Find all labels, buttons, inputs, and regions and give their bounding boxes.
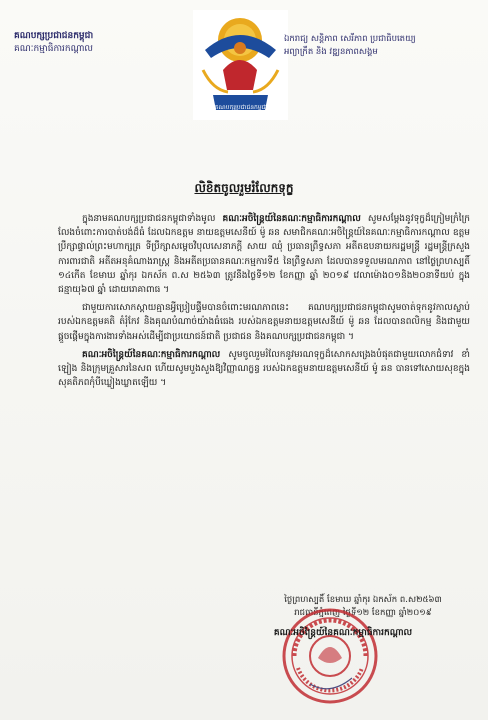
national-motto <box>284 33 474 59</box>
paragraph-2: ជាមួយការសោកស្ដាយគ្មានអ្វីប្រៀបផ្ទឹមបានចំពោះមរណភាពនេះ គណបក្សប្រជាជនកម្ពុជាសូមចាត់ទុកនូវកាលស្លាប់របស់ឯកឧត្ដមគតិ តំរុំកែវ និងគុណបំណាច់យ៉ាងធំធេង របស់ឯកឧត្ដមនាយឧត្ដមសេនីយ៍ ម៉ូ ឆន ដែលបានពលិកម្ម និងជាមួយផ្ដួចផ្ដើមក្នុងការងារទាំងអស់ដើម្បីជាប្រយោជន៍ជាតិ ប្រជាជន និងគណបក្សប្រជាជនកម្ពុជា ។ <box>58 303 470 342</box>
signer-committee: គណៈអចិន្ត្រៃយ៍នៃគណៈកម្មាធិការកណ្ដាល <box>273 628 413 638</box>
paragraph-1-committee: គណៈអចិន្ត្រៃយ៍នៃគណៈកម្មាធិការកណ្ដាល <box>222 214 361 224</box>
place-date: រាជធានីភ្នំពេញ ថ្ងៃទី១២ ខែកញ្ញា ឆ្នាំ២០១៩ <box>294 608 432 618</box>
motto-line-2: អព្យាក្រឹត និង វឌ្ឍនភាពសង្គម <box>284 47 378 57</box>
paragraph-3 <box>58 348 470 391</box>
letter-body <box>58 212 470 394</box>
paragraph-3-text: សូមចូលរួមរំលែកនូវមរណទុក្ខដ៏សោកសង្រេងបំផុតជាមួយលោកជំទាវ ខាំ ឡៀង និងក្រុមគ្រួសារនៃសព ហើយសូមបួងសួងឱ្យវិញ្ញាណក្ខន្ធ របស់ឯកឧត្ដមនាយឧត្ដមសេនីយ៍ ម៉ូ ឆន បានទៅសោយសុខក្នុងសុគតិភពកុំបីឃ្លៀងឃ្លាតឡើយ ។ <box>58 349 470 389</box>
letter-title: លិខិតចូលរួមរំលែកទុក្ខ <box>194 181 294 195</box>
party-name: គណបក្សប្រជាជនកម្ពុជា <box>14 31 94 41</box>
official-seal <box>280 606 380 706</box>
party-header <box>14 30 164 56</box>
paragraph-1 <box>58 212 470 297</box>
motto-line-1: ឯករាជ្យ សន្តិភាព សេរីភាព ប្រជាធិបតេយ្យ <box>284 34 416 44</box>
committee-name: គណៈកម្មាធិការកណ្ដាល <box>14 44 93 54</box>
paragraph-1-intro: ក្នុងនាមគណបក្សប្រជាជនកម្ពុជាទាំងមូល <box>82 214 216 224</box>
paragraph-1-text: សូមសម្ដែងនូវទុក្ខដ៏ក្រៀមក្រំក្រៃលែងចំពោះការបាត់បង់ដ៏ធំ ដែលឯកឧត្ដម នាយឧត្ដមសេនីយ៍ ម៉ូ ឆន សមាជិកគណៈអចិន្ត្រៃយ៍នៃគណៈកម្មាធិការកណ្ដាល ឧត្ដមប្រឹក្សាផ្ទាល់ព្រះមហាក្សត្រ ទីប្រឹក្សាសម្ដេចវិបុលសេនាភក្ដី សាយ ឈុំ ប្រធានព្រឹទ្ធសភា អតីតឧបនាយករដ្ឋមន្ត្រី រដ្ឋមន្ត្រីក្រសួងការពារជាតិ អតីតអនុគំណាងរាស្ត្រ និងអតីតប្រធានគណៈកម្មការទី៥ នៃព្រឹទ្ធសភា ដែលបានទទួលមរណភាព នៅថ្ងៃព្រហស្បតិ៍ ១៤កើត ខែមាឃ ឆ្នាំកុរ ឯកស័ក ព.ស ២៥៦៣ ត្រូវនឹងថ្ងៃទី១២ ខែកញ្ញា ឆ្នាំ ២០១៩ វេលាម៉ោង០១និង២០នាទីយប់ ក្នុងជន្មាយុ៦៧ ឆ្នាំ ដោយរោគាពាធ ។ <box>58 214 470 296</box>
lunar-date: ថ្ងៃព្រហស្បតិ៍ ខែមាឃ ឆ្នាំកុរ ឯកស័ក ព.ស២៥៦៣ <box>284 595 442 605</box>
logo-caption: គណបក្សប្រជាជនកម្ពុជា <box>214 104 268 111</box>
paragraph-3-committee: គណៈអចិន្ត្រៃយ៍នៃគណៈកម្មាធិការកណ្ដាល <box>82 349 221 360</box>
